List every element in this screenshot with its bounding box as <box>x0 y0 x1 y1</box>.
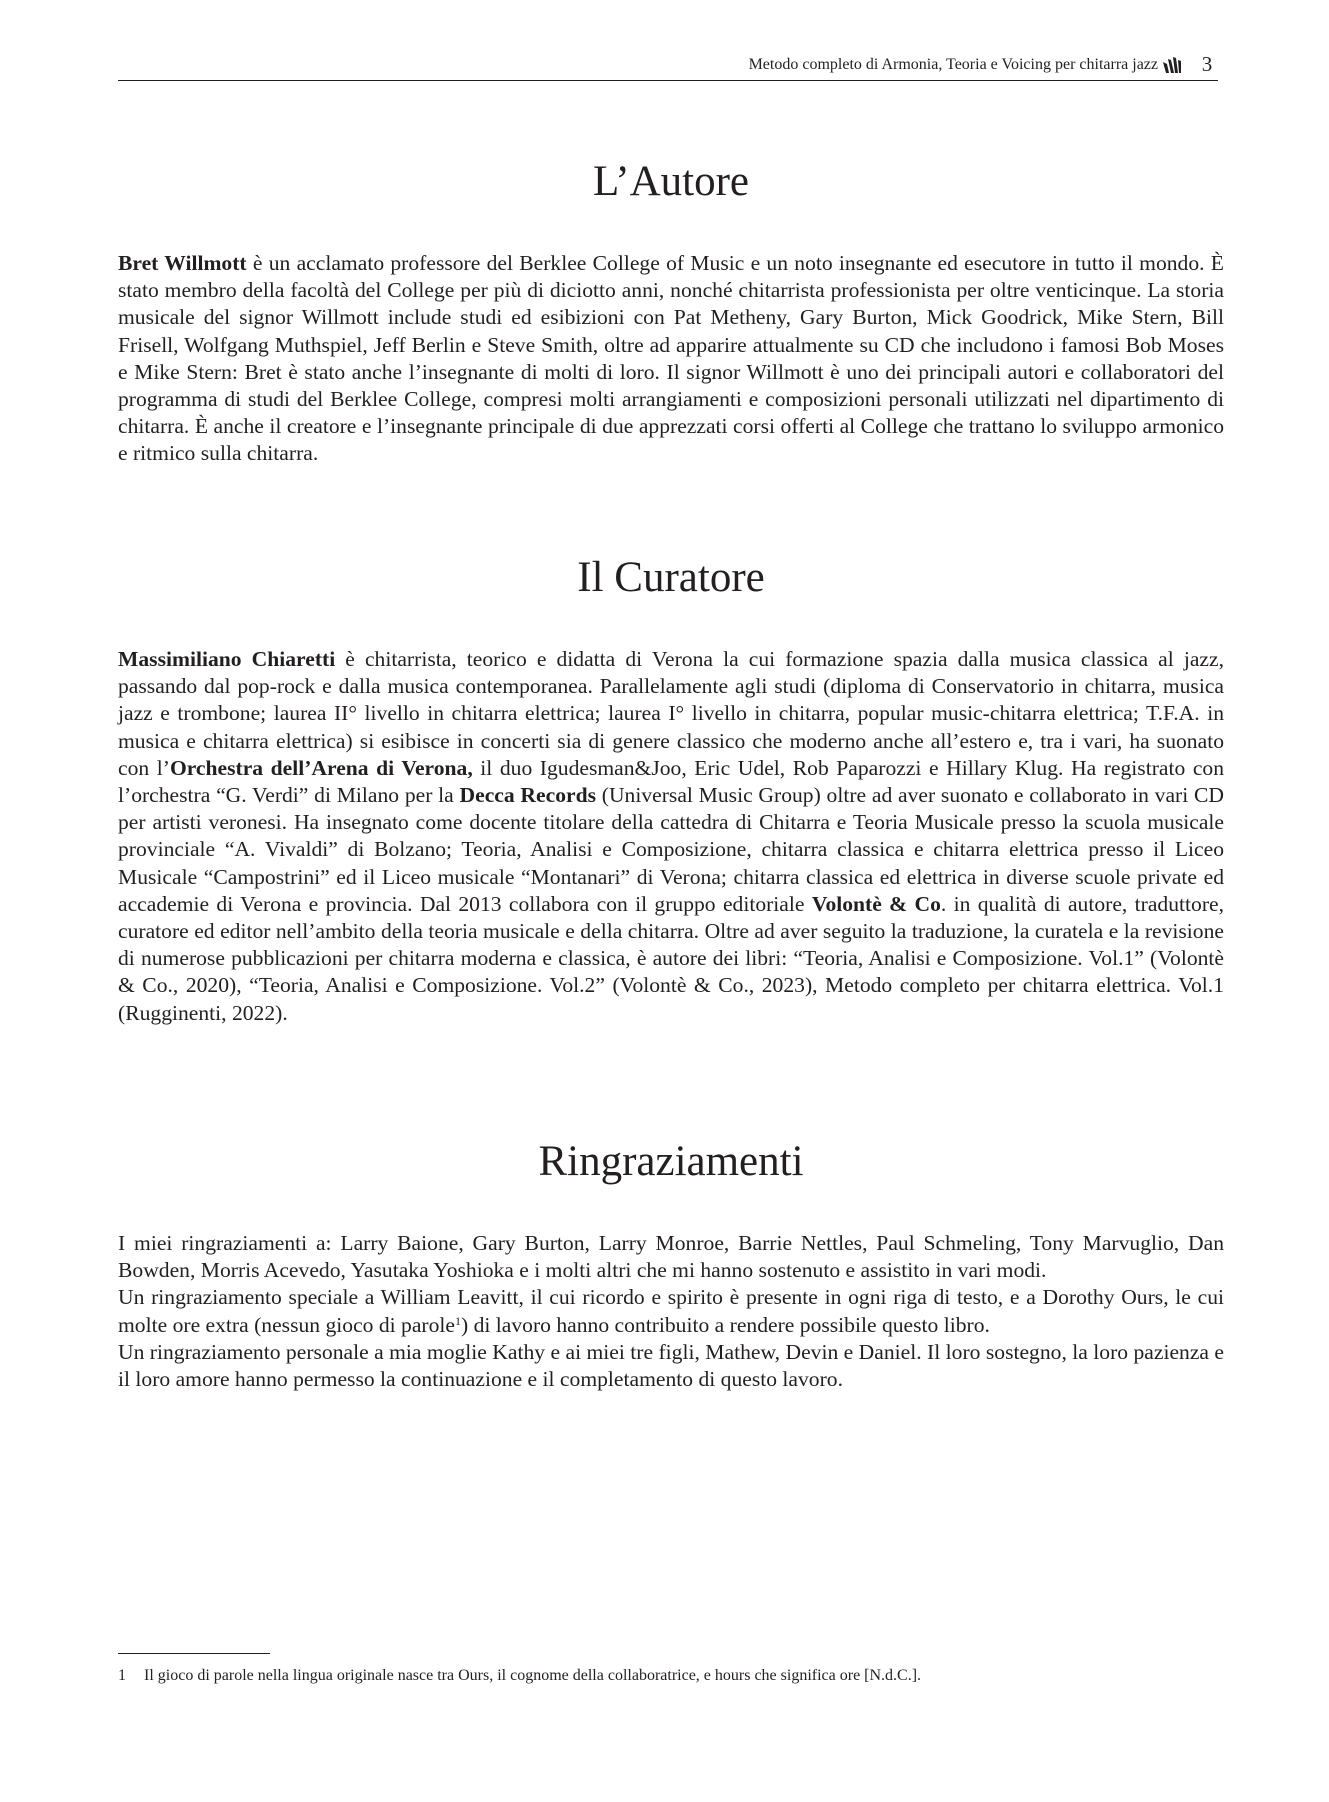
section-body-curatore <box>118 646 1224 1027</box>
page-number: 3 <box>1201 52 1213 76</box>
curator-bio-text-3: (Universal Music Group) oltre ad aver suonato e collaborato in vari CD per artisti veronesi. Ha insegnato come docente titolare della cattedra di Chitarra e Teoria Musicale presso la scuola musicale provinciale “A. Vivaldi” di Bolzano; Teoria, Analisi e Composizione, chitarra classica e chitarra elettrica presso il Liceo Musicale “Campostrini” ed il Liceo musicale “Montanari” di Verona; chitarra classica ed elettrica in diverse scuole private ed accademie di Verona e provincia. Dal 2013 collabora con il gruppo editoriale <box>118 783 1224 916</box>
thanks-paragraph-2 <box>118 1284 1224 1338</box>
section-body-ringraziamenti <box>118 1230 1224 1393</box>
curator-name: Massimiliano Chiaretti <box>118 647 336 671</box>
section-curatore <box>118 556 1224 1027</box>
section-title-curatore: Il Curatore <box>577 554 765 601</box>
thanks-paragraph-3: Un ringraziamento personale a mia moglie Kathy e ai miei tre figli, Mathew, Devin e Daniel. Il loro sostegno, la loro pazienza e il loro amore hanno permesso la continuazione e il completamento di questo lavoro. <box>118 1339 1224 1392</box>
curator-bio-bold-2: Decca Records <box>459 783 596 808</box>
thanks-paragraph-2-text-a: Un ringraziamento speciale a William Leavitt, il cui ricordo e spirito è presente in ogni riga di testo, e a Dorothy Ours, le cui molte ore extra (nessun gioco di parole <box>118 1285 1224 1337</box>
section-title-ringraziamenti: Ringraziamenti <box>538 1138 804 1185</box>
footnote-number: 1 <box>118 1667 126 1684</box>
section-autore <box>118 160 1224 468</box>
running-header <box>118 52 1218 81</box>
curator-bio-bold-3: Volontè & Co <box>811 891 941 916</box>
section-ringraziamenti <box>118 1140 1224 1393</box>
section-body-autore <box>118 250 1224 468</box>
footnote <box>118 1666 1218 1686</box>
author-name: Bret Willmott <box>118 251 247 275</box>
running-header-title: Metodo completo di Armonia, Teoria e Voicing per chitarra jazz <box>748 56 1158 73</box>
footnote-text: Il gioco di parole nella lingua originale nasce tra Ours, il cognome della collaboratrice, e hours che significa ore [N.d.C.]. <box>144 1667 922 1684</box>
thanks-paragraph-2-text-b: ) di lavoro hanno contribuito a rendere possibile questo libro. <box>461 1312 990 1337</box>
curator-bio-bold-1: Orchestra dell’Arena di Verona, <box>169 755 473 780</box>
curator-bio-text-2: il duo Igudesman&Joo, Eric Udel, Rob Paparozzi e Hillary Klug. Ha registrato con l’orchestra “G. Verdi” di Milano per la <box>118 755 1225 808</box>
footnote-divider <box>118 1653 270 1654</box>
curator-bio-text-1: è chitarrista, teorico e didatta di Verona la cui formazione spazia dalla musica classica al jazz, passando dal pop-rock e dalla musica contemporanea. Parallelamente agli studi (diploma di Conservatorio in chitarra, musica jazz e trombone; laurea II° livello in chitarra elettrica; laurea I° livello in chitarra, popular music-chitarra elettrica; T.F.A. in musica e chitarra elettrica) si esibisce in concerti sia di genere classico che moderno anche all’estero e, tra i vari, ha suonato con l’ <box>118 647 1224 780</box>
thanks-paragraph-1: I miei ringraziamenti a: Larry Baione, Gary Burton, Larry Monroe, Barrie Nettles, Paul Schmeling, Tony Marvuglio, Dan Bowden, Morris Acevedo, Yasutaka Yoshioka e i molti altri che mi hanno sostenuto e assistito in vari modi. <box>118 1231 1224 1283</box>
section-title-autore: L’Autore <box>592 158 750 205</box>
curator-bio-text-4: . in qualità di autore, traduttore, curatore ed editor nell’ambito della teoria musicale e della chitarra. Oltre ad aver seguito la traduzione, la curatela e la revisione di numerose pubblicazioni per chitarra moderna e classica, è autore dei libri: “Teoria, Analisi e Composizione. Vol.1” (Volontè & Co., 2020), “Teoria, Analisi e Composizione. Vol.2” (Volontè & Co., 2023), Metodo completo per chitarra elettrica. Vol.1 (Rugginenti, 2022). <box>118 891 1224 1025</box>
author-bio-text: è un acclamato professore del Berklee College of Music e un noto insegnante ed esecutore in tutto il mondo. È stato membro della facoltà del College per più di diciotto anni, nonché chitarrista professionista per oltre venticinque. La storia musicale del signor Willmott include studi ed esibizioni con Pat Metheny, Gary Burton, Mick Goodrick, Mike Stern, Bill Frisell, Wolfgang Muthspiel, Jeff Berlin e Steve Smith, oltre ad apparire attualmente su CD che includono i famosi Bob Moses e Mike Stern: Bret è stato anche l’insegnante di molti di loro. Il signor Willmott è uno dei principali autori e collaboratori del programma di studi del Berklee College, compresi molti arrangiamenti e composizioni personali utilizzati nel dipartimento di chitarra. È anche il creatore e l’insegnante principale di due apprezzati corsi offerti al College che trattano lo sviluppo armonico e ritmico sulla chitarra. <box>118 251 1224 466</box>
footnote-reference: 1 <box>455 1313 461 1328</box>
publisher-logo-icon <box>1162 56 1182 74</box>
